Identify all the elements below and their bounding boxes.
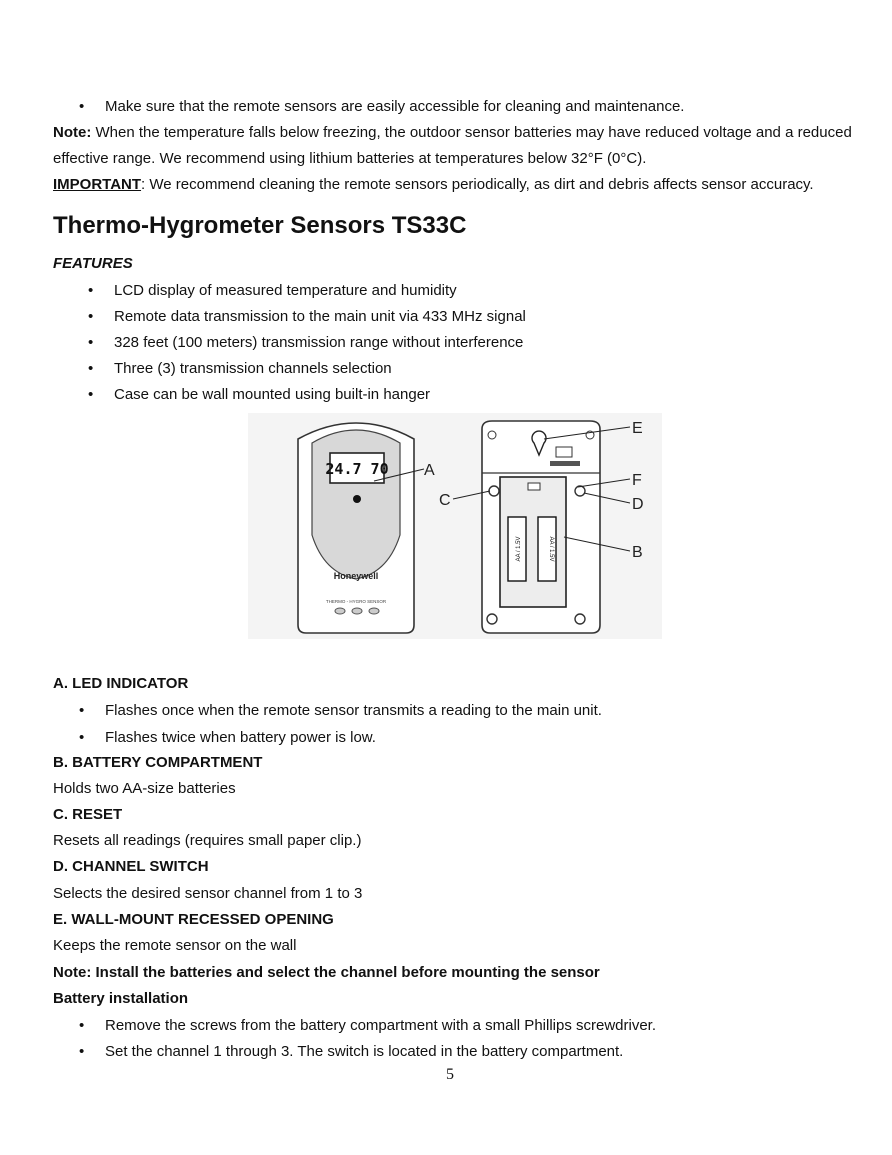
bullet-icon: •: [79, 1043, 85, 1060]
section-a-item-text: Flashes twice when battery power is low.: [105, 729, 376, 746]
bullet-icon: •: [79, 1017, 85, 1034]
feature-item: [88, 386, 431, 404]
callout-b: B: [632, 544, 643, 561]
section-b-title: B. BATTERY COMPARTMENT: [53, 754, 263, 771]
label-box: [556, 447, 572, 457]
feature-text: LCD display of measured temperature and humidity: [114, 282, 457, 299]
note-text: When the temperature falls below freezing, the outdoor sensor batteries may have reduced voltage and a reduced: [91, 124, 852, 141]
intro-bullet-text: Make sure that the remote sensors are easily accessible for cleaning and maintenance.: [105, 98, 685, 115]
bullet-icon: •: [79, 98, 85, 115]
feature-text: Three (3) transmission channels selection: [114, 360, 392, 377]
section-a-item: [79, 702, 602, 720]
bullet-icon: •: [88, 386, 94, 403]
bullet-icon: •: [79, 729, 85, 746]
section-e-title: E. WALL-MOUNT RECESSED OPENING: [53, 911, 334, 928]
sensor-back-view: [482, 421, 600, 633]
front-caption: THERMO - HYGRO SENSOR: [325, 599, 387, 604]
bullet-icon: •: [88, 360, 94, 377]
page-number: 5: [446, 1066, 454, 1083]
battery-label: AA / 1.5V: [516, 536, 522, 562]
battery-step: [79, 1017, 657, 1035]
section-e-text: Keeps the remote sensor on the wall: [53, 937, 297, 954]
bullet-icon: •: [79, 702, 85, 719]
callout-d: D: [632, 496, 644, 513]
front-button: [352, 608, 362, 614]
battery-step-text: Set the channel 1 through 3. The switch is located in the battery compartment.: [105, 1043, 624, 1060]
bullet-icon: •: [88, 308, 94, 325]
battery-step-text: Remove the screws from the battery compartment with a small Phillips screwdriver.: [105, 1017, 657, 1034]
page-title: Thermo-Hygrometer Sensors TS33C: [53, 212, 467, 239]
lcd-reading: 24.7 70: [325, 460, 389, 478]
section-c-text: Resets all readings (requires small paper clip.): [53, 832, 362, 849]
callout-f: F: [632, 472, 642, 489]
important-text: : We recommend cleaning the remote sensors periodically, as dirt and debris affects sensor accuracy.: [141, 176, 814, 193]
battery-step: [79, 1043, 624, 1061]
section-d-text: Selects the desired sensor channel from 1 to 3: [53, 885, 363, 902]
feature-text: Case can be wall mounted using built-in hanger: [114, 386, 431, 403]
feature-item: [88, 334, 524, 352]
front-button: [369, 608, 379, 614]
channel-switch: [528, 483, 540, 490]
important-label: IMPORTANT: [53, 176, 142, 193]
front-button: [335, 608, 345, 614]
section-b-text: Holds two AA-size batteries: [53, 780, 236, 797]
battery-label: AA / 1.5V: [548, 536, 554, 562]
install-note: Note: Install the batteries and select the channel before mounting the sensor: [53, 964, 600, 981]
bullet-icon: •: [88, 282, 94, 299]
callout-e: E: [632, 420, 643, 437]
section-a-item-text: Flashes once when the remote sensor transmits a reading to the main unit.: [105, 702, 602, 719]
callout-c: C: [439, 492, 451, 509]
bullet-icon: •: [88, 334, 94, 351]
feature-text: 328 feet (100 meters) transmission range without interference: [114, 334, 524, 351]
feature-item: [88, 360, 392, 378]
brand-logo: Honeywell: [333, 571, 379, 581]
section-c-title: C. RESET: [53, 806, 123, 823]
feature-item: [88, 282, 457, 300]
note-paragraph-cont: effective range. We recommend using lithium batteries at temperatures below 32°F (0°C).: [53, 150, 647, 167]
sensor-front-view: [298, 423, 414, 633]
sensor-diagram: [248, 413, 662, 639]
intro-bullet: [79, 98, 685, 116]
feature-text: Remote data transmission to the main unit via 433 MHz signal: [114, 308, 526, 325]
section-a-item: [79, 729, 376, 747]
led-indicator: [353, 495, 361, 503]
features-label: FEATURES: [53, 255, 133, 272]
section-d-title: D. CHANNEL SWITCH: [53, 858, 209, 875]
section-a-title: A. LED INDICATOR: [53, 675, 189, 692]
note-paragraph: [53, 124, 852, 142]
label-strip: [550, 461, 580, 466]
feature-item: [88, 308, 526, 326]
callout-a: A: [424, 462, 435, 479]
note-label: Note:: [53, 124, 92, 141]
important-paragraph: [53, 176, 814, 194]
battery-installation-title: Battery installation: [53, 990, 189, 1007]
